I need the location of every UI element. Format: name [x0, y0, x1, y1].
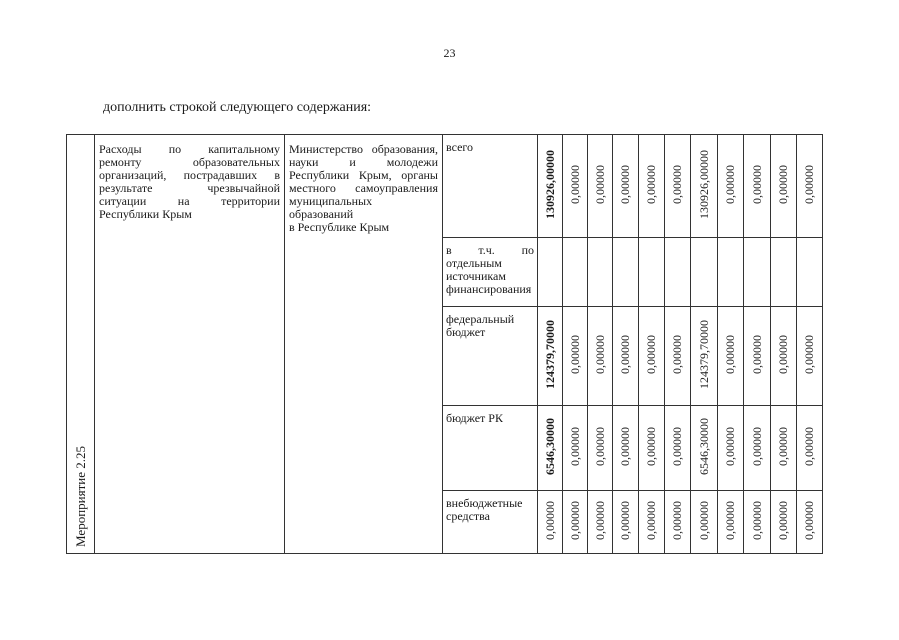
- measure-label: Мероприятие 2.25: [73, 446, 88, 547]
- value-cell: [613, 238, 639, 307]
- value-cell: [718, 135, 744, 238]
- value-cell: [718, 406, 744, 491]
- value-text: 0,00000: [618, 335, 632, 374]
- value-cell: [691, 491, 718, 554]
- value-text: 0,00000: [723, 335, 737, 374]
- value-cell: [613, 406, 639, 491]
- value-cell: [639, 491, 665, 554]
- value-cell: [771, 135, 797, 238]
- value-text: 130926,00000: [696, 150, 711, 219]
- value-cell: [588, 135, 613, 238]
- value-text: 0,00000: [670, 501, 684, 540]
- source-cell: [443, 135, 538, 238]
- value-cell: [613, 491, 639, 554]
- value-cell: [563, 406, 588, 491]
- value-text: 0,00000: [749, 427, 764, 466]
- value-cell: [771, 491, 797, 554]
- value-cell: [588, 491, 613, 554]
- value-cell: [563, 491, 588, 554]
- financing-table: [66, 134, 823, 554]
- value-cell: [613, 135, 639, 238]
- description-line: результате чрезвычайной: [99, 181, 280, 195]
- value-cell: [563, 238, 588, 307]
- value-cell: [691, 307, 718, 406]
- source-line: внебюджетные: [446, 496, 523, 510]
- description-line: Республики Крым: [99, 207, 192, 221]
- description-line: ситуации на территории: [99, 194, 280, 208]
- measure-cell: [67, 135, 95, 554]
- value-cell: [639, 307, 665, 406]
- source-cell: [443, 307, 538, 406]
- value-cell: [797, 135, 823, 238]
- source-line: финансирования: [446, 282, 532, 296]
- value-cell: [771, 307, 797, 406]
- executor-line: местного самоуправления: [289, 181, 438, 195]
- executor-line: в Республике Крым: [289, 220, 390, 234]
- source-line: средства: [446, 509, 491, 523]
- value-text: 0,00000: [802, 335, 816, 374]
- value-text: 6546,30000: [696, 418, 711, 475]
- value-cell: [639, 406, 665, 491]
- value-text: 0,00000: [670, 165, 684, 204]
- source-cell: [443, 238, 538, 307]
- value-cell: [797, 491, 823, 554]
- value-cell: [563, 135, 588, 238]
- value-cell: [744, 406, 771, 491]
- value-cell: [538, 406, 563, 491]
- value-text: 0,00000: [592, 501, 607, 540]
- source-cell: [443, 491, 538, 554]
- value-cell: [771, 238, 797, 307]
- table-row-total: [67, 135, 823, 238]
- value-text: 0,00000: [723, 501, 737, 540]
- value-text: 0,00000: [802, 165, 816, 204]
- value-cell: [691, 135, 718, 238]
- source-line: всего: [446, 140, 474, 154]
- value-text: 124379,70000: [696, 320, 711, 389]
- executor-line: муниципальных образований: [289, 194, 373, 221]
- source-cell: [443, 406, 538, 491]
- source-line: источникам: [446, 269, 506, 283]
- value-text: 0,00000: [670, 427, 684, 466]
- value-cell: [639, 238, 665, 307]
- value-text: 0,00000: [567, 335, 582, 374]
- value-cell: [665, 406, 691, 491]
- value-text: 0,00000: [749, 335, 764, 374]
- value-text: 0,00000: [618, 501, 632, 540]
- value-cell: [744, 491, 771, 554]
- description-cell: [95, 135, 285, 554]
- value-text: 0,00000: [776, 501, 790, 540]
- description-line: Расходы по капитальному: [99, 142, 280, 156]
- value-text: 0,00000: [567, 427, 582, 466]
- value-cell: [588, 238, 613, 307]
- value-cell: [797, 406, 823, 491]
- value-text: 0,00000: [723, 427, 737, 466]
- value-cell: [718, 238, 744, 307]
- executor-line: науки и молодежи: [289, 155, 438, 169]
- value-cell: [613, 307, 639, 406]
- value-text: 0,00000: [670, 335, 684, 374]
- value-text: 0,00000: [592, 335, 607, 374]
- value-cell: [538, 135, 563, 238]
- source-line: отдельным: [446, 256, 502, 270]
- value-text: 0,00000: [776, 335, 790, 374]
- value-cell: [588, 307, 613, 406]
- value-text: 0,00000: [644, 165, 658, 204]
- value-cell: [771, 406, 797, 491]
- value-cell: [744, 238, 771, 307]
- value-cell: [691, 238, 718, 307]
- executor-line: Республики Крым, органы: [289, 168, 438, 182]
- value-text: 0,00000: [542, 501, 557, 540]
- value-text: 0,00000: [644, 501, 658, 540]
- value-cell: [665, 238, 691, 307]
- value-text: 0,00000: [723, 165, 737, 204]
- executor-cell: [285, 135, 443, 554]
- value-cell: [744, 135, 771, 238]
- value-text: 0,00000: [644, 427, 658, 466]
- source-line: федеральный: [446, 312, 515, 326]
- value-text: 0,00000: [776, 427, 790, 466]
- value-text: 6546,30000: [542, 418, 557, 475]
- value-cell: [797, 238, 823, 307]
- value-text: 0,00000: [592, 165, 607, 204]
- value-cell: [665, 491, 691, 554]
- value-text: 0,00000: [644, 335, 658, 374]
- page-number: 23: [443, 46, 456, 60]
- value-text: 0,00000: [592, 427, 607, 466]
- value-cell: [588, 406, 613, 491]
- value-cell: [665, 307, 691, 406]
- description-line: ремонту образовательных: [99, 155, 280, 169]
- value-text: 0,00000: [567, 501, 582, 540]
- value-text: 0,00000: [749, 501, 764, 540]
- value-text: 0,00000: [618, 165, 632, 204]
- intro-text: дополнить строкой следующего содержания:: [103, 100, 372, 115]
- value-cell: [744, 307, 771, 406]
- value-text: 0,00000: [696, 501, 711, 540]
- value-text: 124379,70000: [542, 320, 557, 389]
- value-cell: [639, 135, 665, 238]
- value-cell: [718, 307, 744, 406]
- value-cell: [538, 238, 563, 307]
- value-cell: [665, 135, 691, 238]
- value-text: 130926,00000: [542, 150, 557, 219]
- value-text: 0,00000: [802, 427, 816, 466]
- value-cell: [538, 307, 563, 406]
- value-text: 0,00000: [567, 165, 582, 204]
- source-line: в т.ч. по: [446, 243, 534, 257]
- value-cell: [718, 491, 744, 554]
- value-cell: [691, 406, 718, 491]
- value-text: 0,00000: [618, 427, 632, 466]
- source-line: бюджет РК: [446, 411, 503, 425]
- source-line: бюджет: [446, 325, 486, 339]
- description-line: организаций, пострадавших в: [99, 168, 280, 182]
- value-text: 0,00000: [749, 165, 764, 204]
- value-cell: [563, 307, 588, 406]
- value-text: 0,00000: [802, 501, 816, 540]
- value-text: 0,00000: [776, 165, 790, 204]
- value-cell: [797, 307, 823, 406]
- executor-line: Министерство образования,: [289, 142, 438, 156]
- value-cell: [538, 491, 563, 554]
